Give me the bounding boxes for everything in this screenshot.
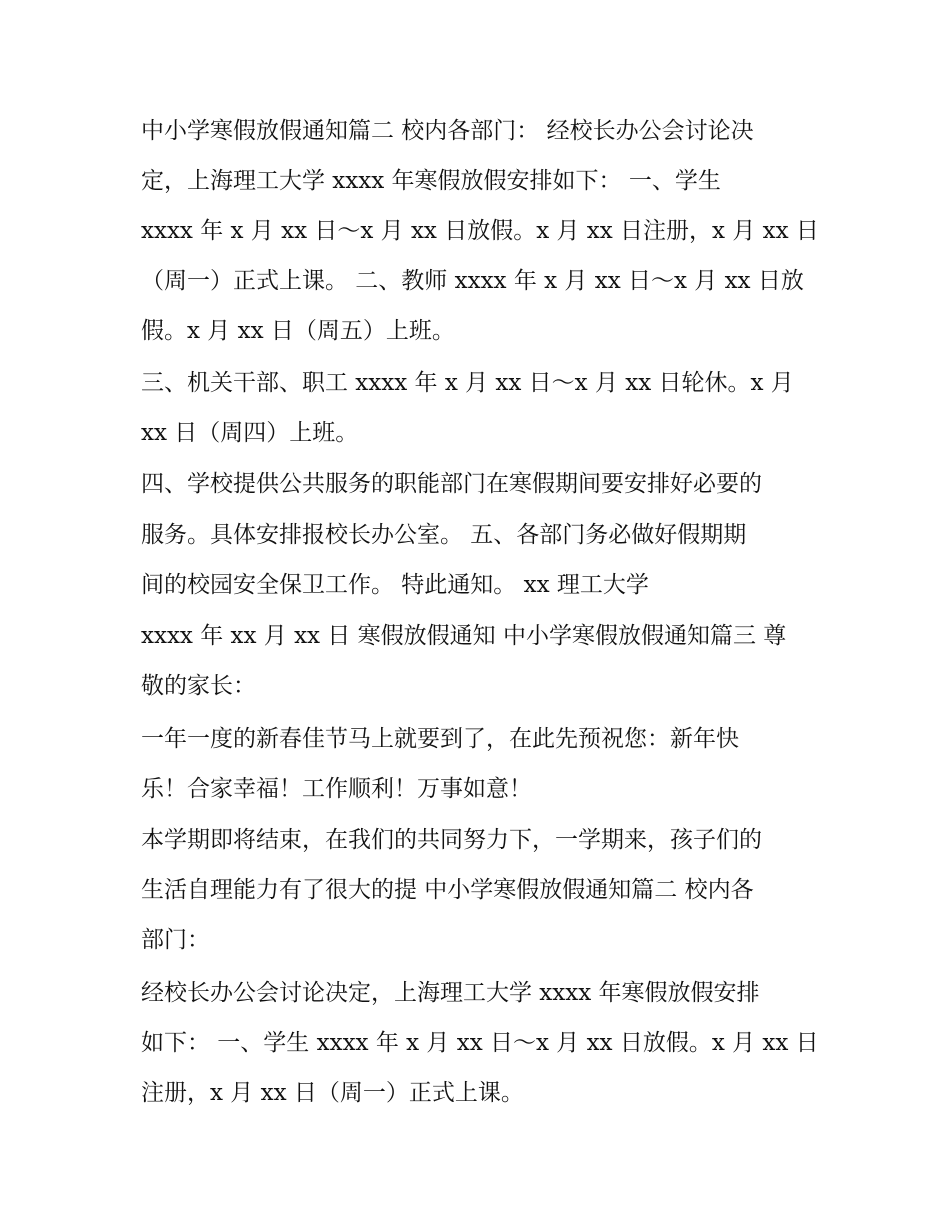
text-line-8: 四、学校提供公共服务的职能部门在寒假期间要安排好必要的 [141,471,762,497]
text-line-20: 注册，x 月 xx 日（周一）正式上课。 [141,1080,524,1106]
text-line-19: 如下： 一、学生 xxxx 年 x 月 xx 日～x 月 xx 日放假。x 月 xx 日 [141,1030,819,1056]
text-line-9: 服务。具体安排报校长办公室。 五、各部门务必做好假期期 [141,522,747,548]
text-line-10: 间的校园安全保卫工作。 特此通知。 xx 理工大学 [141,572,649,598]
text-line-14: 乐！合家幸福！工作顺利！万事如意！ [141,776,532,802]
text-line-1: 中小学寒假放假通知篇二 校内各部门： 经校长办公会讨论决 [141,118,754,144]
text-line-18: 经校长办公会讨论决定，上海理工大学 xxxx 年寒假放假安排 [141,980,760,1006]
text-line-11: xxxx 年 xx 月 xx 日 寒假放假通知 中小学寒假放假通知篇三 尊 [141,623,787,649]
text-line-2: 定，上海理工大学 xxxx 年寒假放假安排如下： 一、学生 [141,168,721,194]
text-line-7: xx 日（周四）上班。 [141,420,359,446]
text-line-6: 三、机关干部、职工 xxxx 年 x 月 xx 日～x 月 xx 日轮休。x 月 [141,370,794,396]
text-line-13: 一年一度的新春佳节马上就要到了，在此先预祝您：新年快 [141,726,739,752]
text-line-15: 本学期即将结束，在我们的共同努力下，一学期来，孩子们的 [141,827,762,853]
text-line-4: （周一）正式上课。 二、教师 xxxx 年 x 月 xx 日～x 月 xx 日放 [141,268,804,294]
text-line-5: 假。x 月 xx 日（周五）上班。 [141,318,455,344]
text-line-3: xxxx 年 x 月 xx 日～x 月 xx 日放假。x 月 xx 日注册，x 月 xx 日 [141,218,819,244]
text-line-17: 部门： [141,927,210,953]
text-line-16: 生活自理能力有了很大的提 中小学寒假放假通知篇二 校内各 [141,877,754,903]
text-line-12: 敬的家长： [141,673,256,699]
